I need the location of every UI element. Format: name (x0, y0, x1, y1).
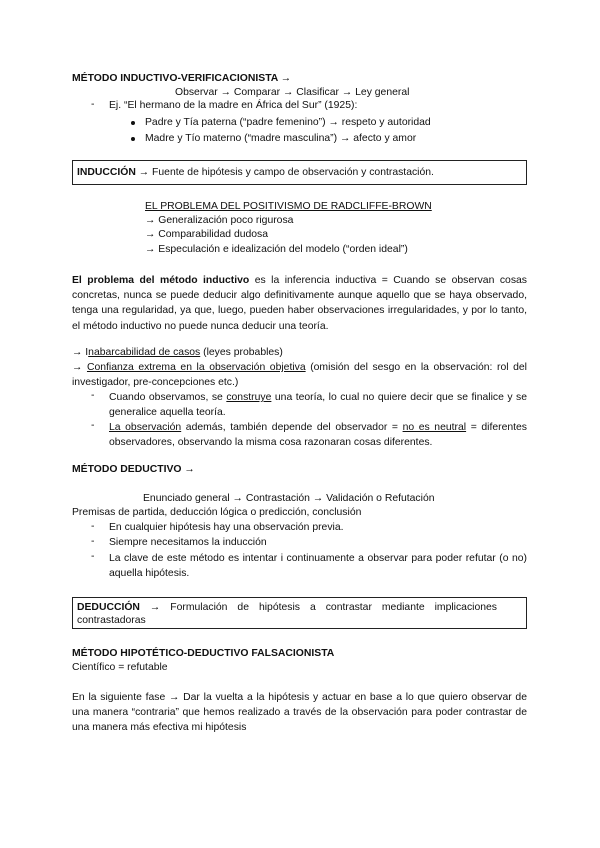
bullet-dot (131, 121, 135, 125)
bullet-item: Padre y Tía paterna (“padre femenino”) → respeto y autoridad (145, 117, 431, 128)
induccion-label: INDUCCIÓN (77, 167, 136, 178)
construye-item (109, 390, 527, 420)
radcliffe-item: → Generalización poco rigurosa (145, 215, 294, 226)
bullet-dot (131, 137, 135, 141)
heading-inductivo: MÉTODO INDUCTIVO-VERIFICACIONISTA → (72, 73, 292, 84)
cientifico-line: Científico = refutable (72, 662, 168, 673)
underlined-text: Confianza extrema en la observación objetiva (86, 362, 306, 373)
problem-bold: El problema del método inductivo (72, 275, 250, 286)
underlined-text: construye (226, 392, 272, 403)
problem-text: es la inferencia inductiva = Cuando se observan cosas concretas, nunca se puede deducir algo definitivamente aunque aquello que se haya observado, tenga una regularidad, ya que, luego, pueden haber observaciones irregularidades, y por lo tanto, el método inductivo no puede nunca deducir una teoría. (72, 275, 527, 332)
radcliffe-item: → Especulación e idealización del modelo (“orden ideal”) (145, 244, 408, 255)
inductive-flow: Observar → Comparar → Clasificar → Ley general (175, 87, 410, 98)
deductive-item: En cualquier hipótesis hay una observación previa. (109, 522, 344, 533)
induccion-definition (77, 166, 434, 179)
text: además, también depende del observador = (181, 422, 403, 433)
underlined-text: nabarcabilidad de casos (88, 347, 201, 358)
arrow-text: → (72, 362, 87, 373)
limit-line-2 (72, 360, 527, 390)
example-line: Ej. “El hermano de la madre en África del Sur” (1925): (109, 100, 358, 111)
text: Cuando observamos, se (109, 392, 227, 403)
dash-bullet: - (91, 390, 95, 401)
limit-line-1 (72, 346, 283, 359)
problem-paragraph (72, 273, 527, 334)
dash-bullet: - (91, 536, 95, 547)
deductive-item: Siempre necesitamos la inducción (109, 537, 267, 548)
deductive-flow: Enunciado general → Contrastación → Validación o Refutación (143, 493, 435, 504)
text: una teoría, lo cual no quiere decir que se finalice y se generalice aquella teoría. (109, 392, 527, 418)
radcliffe-item: → Comparabilidad dudosa (145, 229, 269, 240)
deduccion-label: DEDUCCIÓN (77, 602, 140, 613)
radcliffe-title: EL PROBLEMA DEL POSITIVISMO DE RADCLIFFE-BROWN (145, 201, 432, 212)
underlined-text: La observación (109, 422, 182, 433)
bullet-item: Madre y Tío materno (“madre masculina”) → afecto y amor (145, 133, 417, 144)
dash-bullet: - (91, 551, 95, 562)
arrow-text: → I (72, 347, 89, 358)
heading-hipotetico: MÉTODO HIPOTÉTICO-DEDUCTIVO FALSACIONISTA (72, 648, 335, 659)
premises-line: Premisas de partida, deducción lógica o predicción, conclusión (72, 507, 362, 518)
hipotetico-paragraph: En la siguiente fase → Dar la vuelta a la hipótesis y actuar en base a lo que quiero observar de una manera “contraria” que hemos realizado a través de la observación para poder contrastar de una manera más efectiva mi hipótesis (72, 692, 527, 733)
limit-rest: (leyes probables) (200, 347, 283, 358)
induccion-text: → Fuente de hipótesis y campo de observación y contrastación. (135, 167, 434, 178)
deductive-item: La clave de este método es intentar i continuamente a observar para poder refutar (o no) aquella hipótesis. (109, 553, 527, 579)
text: = diferentes observadores, observando la misma cosa razonaran cosas diferentes. (109, 422, 527, 448)
underlined-text: no es neutral (402, 422, 467, 433)
observacion-item (109, 420, 527, 450)
dash-bullet: - (91, 420, 95, 431)
deduccion-text: → Formulación de hipótesis a contrastar mediante implicaciones contrastadoras (77, 602, 497, 626)
heading-deductivo: MÉTODO DEDUCTIVO → (72, 464, 195, 475)
dash-bullet: - (91, 521, 95, 532)
limit-rest: (omisión del sesgo en la observación: rol del investigador, pre-concepciones etc.) (72, 362, 527, 388)
dash-bullet: - (91, 99, 95, 110)
deduccion-definition (77, 602, 497, 627)
